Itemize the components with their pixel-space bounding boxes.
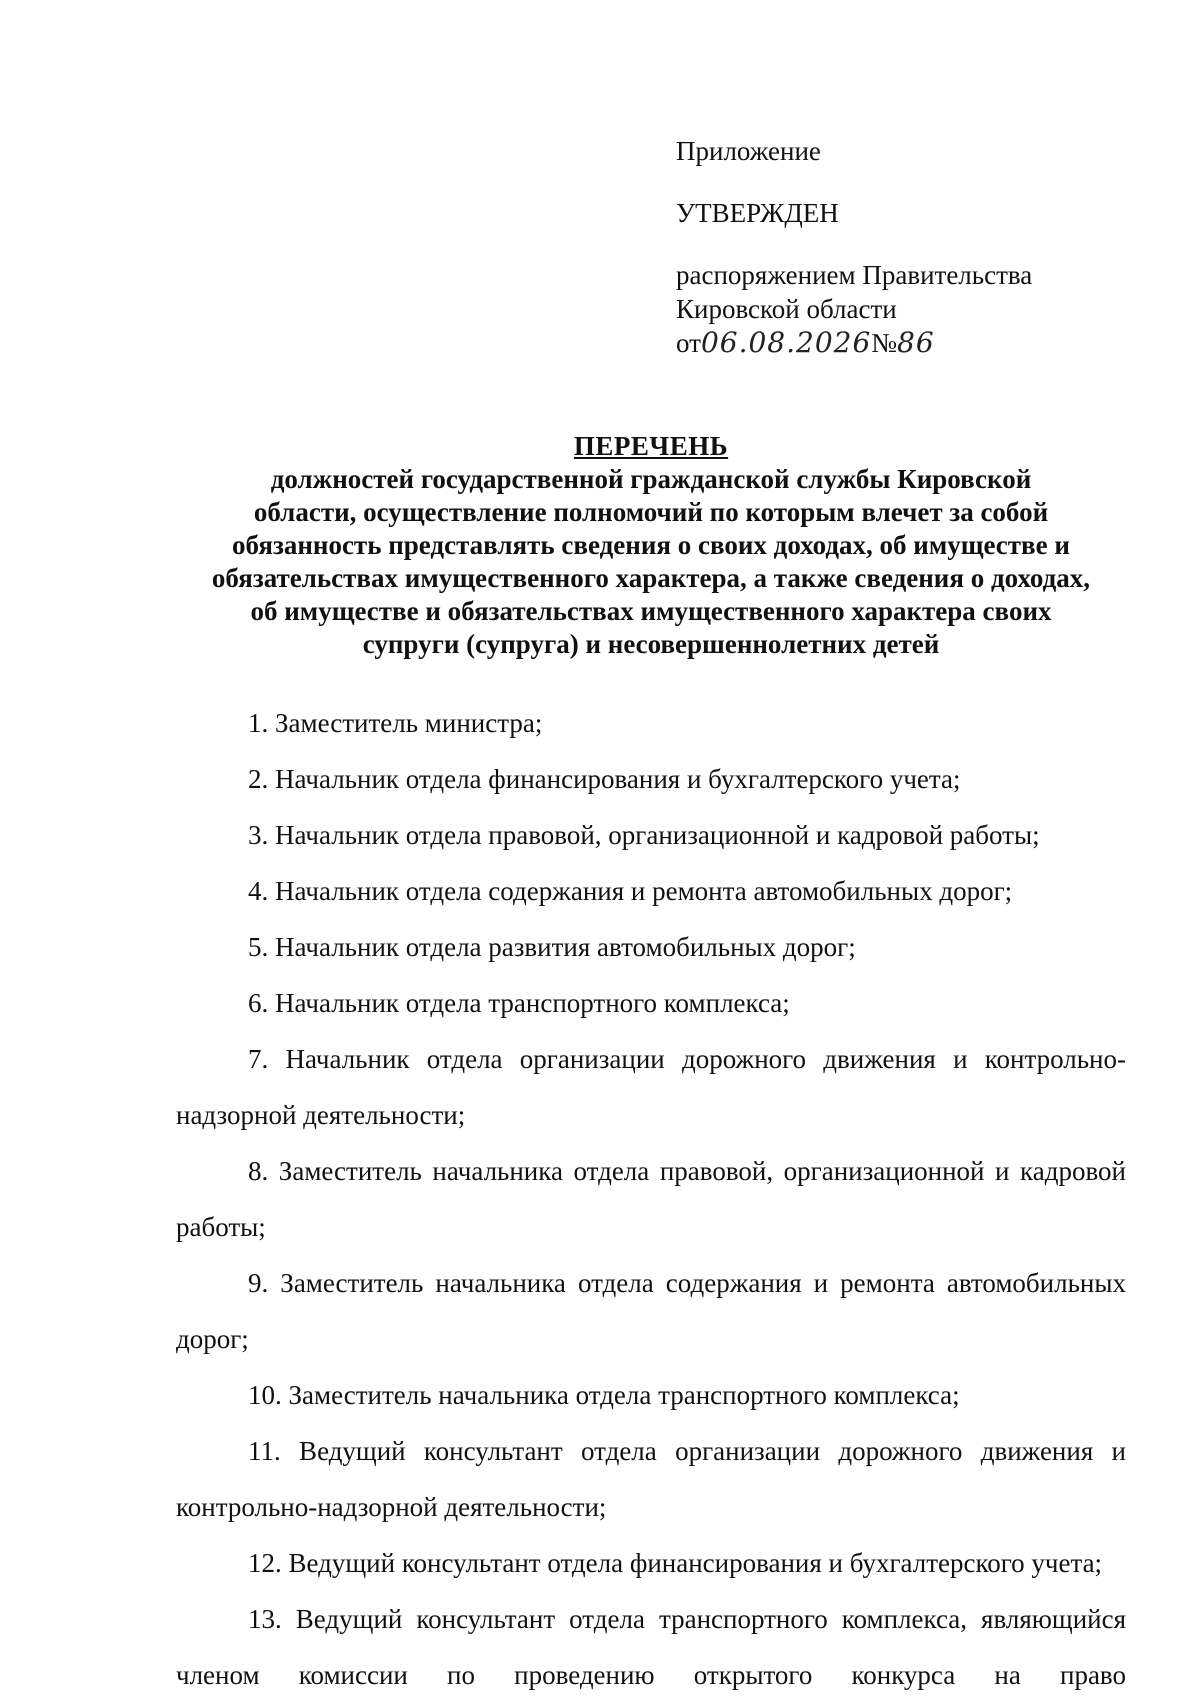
title-line: должностей государственной гражданской службы Кировской <box>270 464 1032 494</box>
list-item: 9. Заместитель начальника отдела содержания и ремонта автомобильных дорог; <box>176 1268 1126 1354</box>
title-line: области, осуществление полномочий по которым влечет за собой <box>253 497 1049 527</box>
list-item: 6. Начальник отдела транспортного комплекса; <box>248 988 790 1018</box>
title-line: обязательствах имущественного характера, а также сведения о доходах, <box>211 563 1091 593</box>
approved-label: УТВЕРЖДЕН <box>676 198 839 228</box>
list-item: 8. Заместитель начальника отдела правовой, организационной и кадровой работы; <box>176 1156 1126 1242</box>
list-item: 1. Заместитель министра; <box>248 708 543 738</box>
decree-date-line <box>676 326 1136 360</box>
number-prefix: № <box>871 328 898 358</box>
title-line: супруги (супруга) и несовершеннолетних детей <box>362 629 940 659</box>
list-item: 13. Ведущий консультант отдела транспортного комплекса, являющийся членом комиссии по проведению открытого конкурса на право <box>176 1604 1126 1690</box>
list-item: 11. Ведущий консультант отдела организации дорожного движения и контрольно-надзорной деятельности; <box>176 1436 1126 1522</box>
decree-line-1: распоряжением Правительства <box>676 260 1033 290</box>
handwritten-date: 06.08.2026 <box>700 326 872 359</box>
title-main: ПЕРЕЧЕНЬ <box>573 431 729 461</box>
appendix-block <box>676 134 1136 360</box>
list-item: 12. Ведущий консультант отдела финансирования и бухгалтерского учета; <box>248 1548 1103 1578</box>
date-prefix: от <box>676 328 701 358</box>
handwritten-number: 86 <box>897 326 935 359</box>
list-item: 4. Начальник отдела содержания и ремонта автомобильных дорог; <box>248 876 1013 906</box>
document-title <box>176 430 1126 661</box>
title-line: об имуществе и обязательствах имущественного характера своих <box>250 596 1052 626</box>
list-item: 7. Начальник отдела организации дорожного движения и контрольно-надзорной деятельности; <box>176 1044 1126 1130</box>
list-item: 10. Заместитель начальника отдела транспортного комплекса; <box>248 1380 960 1410</box>
title-line: обязанность представлять сведения о своих доходах, об имуществе и <box>232 530 1070 560</box>
decree-line-2: Кировской области <box>676 294 897 324</box>
list-item: 3. Начальник отдела правовой, организационной и кадровой работы; <box>248 820 1040 850</box>
list-item: 5. Начальник отдела развития автомобильных дорог; <box>248 932 856 962</box>
list-item: 2. Начальник отдела финансирования и бухгалтерского учета; <box>248 764 961 794</box>
positions-list <box>176 695 1126 1703</box>
appendix-label: Приложение <box>676 136 821 166</box>
